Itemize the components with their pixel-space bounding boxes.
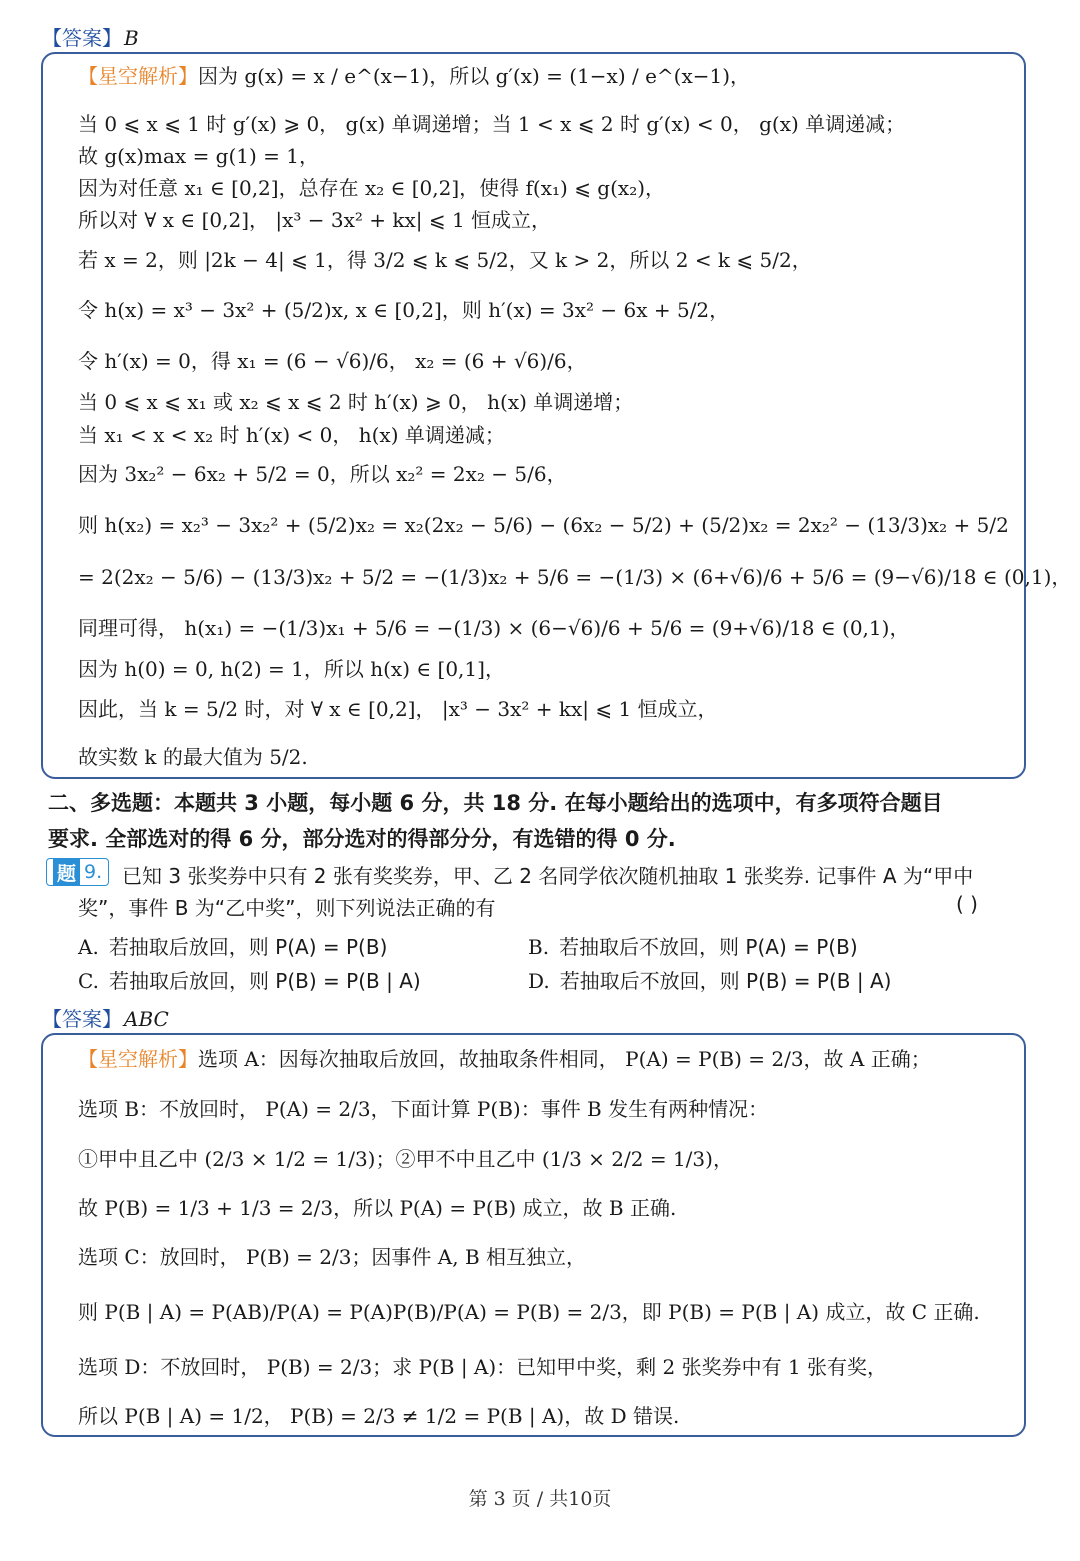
option-b	[528, 931, 858, 960]
question-text-line-2: 奖”，事件 B 为“乙中奖”，则下列说法正确的有	[78, 896, 496, 920]
question-number: 9.	[84, 861, 103, 883]
sol2-line-5: 则 P(B | A) = P(AB)/P(A) = P(A)P(B)/P(A) = P(B) = 2/3，即 P(B) = P(B | A) 成立，故 C 正确.	[78, 1300, 980, 1324]
option-c-label: C.	[78, 969, 99, 993]
sol1-line-2: 故 g(x)max = g(1) = 1，	[78, 144, 320, 168]
option-d-text: 若抽取后不放回，则 P(B) = P(B | A)	[559, 969, 892, 993]
answer-value: B	[124, 26, 139, 50]
sol2-line-0	[78, 1043, 931, 1072]
sol1-line-5: 若 x = 2，则 |2k − 4| ⩽ 1，得 3/2 ⩽ k ⩽ 5/2，又 k > 2，所以 2 < k ⩽ 5/2，	[78, 248, 812, 272]
option-a-label: A.	[78, 935, 99, 959]
sol1-line-13: 同理可得， h(x₁) = −(1/3)x₁ + 5/6 = −(1/3) × (6−√6)/6 + 5/6 = (9+√6)/18 ∈ (0,1)，	[78, 616, 910, 640]
option-a	[78, 931, 387, 960]
sol1-line-4: 所以对 ∀ x ∈ [0,2]， |x³ − 3x² + kx| ⩽ 1 恒成立，	[78, 208, 552, 232]
sol1-line-16: 故实数 k 的最大值为 5/2.	[78, 745, 308, 769]
sol1-line-11: 则 h(x₂) = x₂³ − 3x₂² + (5/2)x₂ = x₂(2x₂ − 5/6) − (6x₂ − 5/2) + (5/2)x₂ = 2x₂² − (13/3)x₂ + 5/2	[78, 513, 1009, 537]
answer-value-2: ABC	[124, 1007, 169, 1031]
sol1-line-9: 当 x₁ < x < x₂ 时 h′(x) < 0， h(x) 单调递减；	[78, 423, 505, 447]
sol1-line-14: 因为 h(0) = 0, h(2) = 1，所以 h(x) ∈ [0,1]，	[78, 657, 505, 681]
sol2-text-0: 选项 A：因每次抽取后放回，故抽取条件相同， P(A) = P(B) = 2/3，故 A 正确；	[198, 1047, 931, 1071]
section-heading-line-1: 二、多选题：本题共 3 小题，每小题 6 分，共 18 分. 在每小题给出的选项中，有多项符合题目	[48, 791, 943, 815]
answer-label: 【答案】	[42, 26, 122, 50]
sol1-line-0	[78, 60, 750, 89]
sol2-line-2: ①甲中且乙中 (2/3 × 1/2 = 1/3)；②甲不中且乙中 (1/3 × 2/2 = 1/3)，	[78, 1147, 733, 1171]
sol1-line-12: = 2(2x₂ − 5/6) − (13/3)x₂ + 5/2 = −(1/3)x₂ + 5/6 = −(1/3) × (6+√6)/6 + 5/6 = (9−√6)/18 ∈ (0,1)，	[78, 565, 1072, 589]
sol2-line-3: 故 P(B) = 1/3 + 1/3 = 2/3，所以 P(A) = P(B) 成立，故 B 正确.	[78, 1196, 677, 1220]
sol2-line-1: 选项 B：不放回时， P(A) = 2/3，下面计算 P(B)：事件 B 发生有两种情况：	[78, 1097, 769, 1121]
page-footer: 第 3 页 / 共10页	[468, 1488, 612, 1510]
answer-heading-2	[42, 1003, 169, 1032]
sol2-line-7: 所以 P(B | A) = 1/2， P(B) = 2/3 ≠ 1/2 = P(B | A)，故 D 错误.	[78, 1404, 680, 1428]
sol1-line-1: 当 0 ⩽ x ⩽ 1 时 g′(x) ⩾ 0， g(x) 单调递增；当 1 < x ⩽ 2 时 g′(x) < 0， g(x) 单调递减；	[78, 112, 906, 136]
option-c	[78, 965, 421, 994]
sol1-line-6: 令 h(x) = x³ − 3x² + (5/2)x, x ∈ [0,2]，则 h′(x) = 3x² − 6x + 5/2，	[78, 298, 730, 322]
sol2-line-6: 选项 D：不放回时， P(B) = 2/3；求 P(B | A)：已知甲中奖，剩 2 张奖券中有 1 张有奖，	[78, 1355, 888, 1379]
answer-heading-1	[42, 22, 139, 51]
question-badge-label: 题	[53, 859, 80, 886]
analysis-tag-2: 【星空解析】	[78, 1047, 198, 1071]
sol1-line-7: 令 h′(x) = 0，得 x₁ = (6 − √6)/6， x₂ = (6 + √6)/6，	[78, 349, 587, 373]
sol2-line-4: 选项 C：放回时， P(B) = 2/3；因事件 A, B 相互独立，	[78, 1245, 587, 1269]
sol1-line-15: 因此，当 k = 5/2 时，对 ∀ x ∈ [0,2]， |x³ − 3x² + kx| ⩽ 1 恒成立，	[78, 697, 718, 721]
option-d-label: D.	[528, 969, 550, 993]
option-a-text: 若抽取后放回，则 P(A) = P(B)	[108, 935, 388, 959]
option-b-label: B.	[528, 935, 550, 959]
option-c-text: 若抽取后放回，则 P(B) = P(B | A)	[108, 969, 421, 993]
option-d	[528, 965, 891, 994]
option-b-text: 若抽取后不放回，则 P(A) = P(B)	[559, 935, 858, 959]
answer-label-2: 【答案】	[42, 1007, 122, 1031]
sol1-line-3: 因为对任意 x₁ ∈ [0,2]，总存在 x₂ ∈ [0,2]，使得 f(x₁) ⩽ g(x₂)，	[78, 176, 666, 200]
question-badge	[46, 858, 109, 886]
sol1-line-8: 当 0 ⩽ x ⩽ x₁ 或 x₂ ⩽ x ⩽ 2 时 h′(x) ⩾ 0， h(x) 单调递增；	[78, 390, 634, 414]
section-heading-line-2: 要求. 全部选对的得 6 分，部分选对的得部分分，有选错的得 0 分.	[48, 827, 676, 851]
answer-paren: ( )	[956, 892, 978, 916]
question-text-line-1: 已知 3 张奖券中只有 2 张有奖奖券，甲、乙 2 名同学依次随机抽取 1 张奖券. 记事件 A 为“甲中	[122, 864, 974, 888]
sol1-line-10: 因为 3x₂² − 6x₂ + 5/2 = 0，所以 x₂² = 2x₂ − 5/6，	[78, 462, 567, 486]
sol1-text-0: 因为 g(x) = x / e^(x−1)，所以 g′(x) = (1−x) / e^(x−1)，	[198, 64, 751, 88]
analysis-tag: 【星空解析】	[78, 64, 198, 88]
